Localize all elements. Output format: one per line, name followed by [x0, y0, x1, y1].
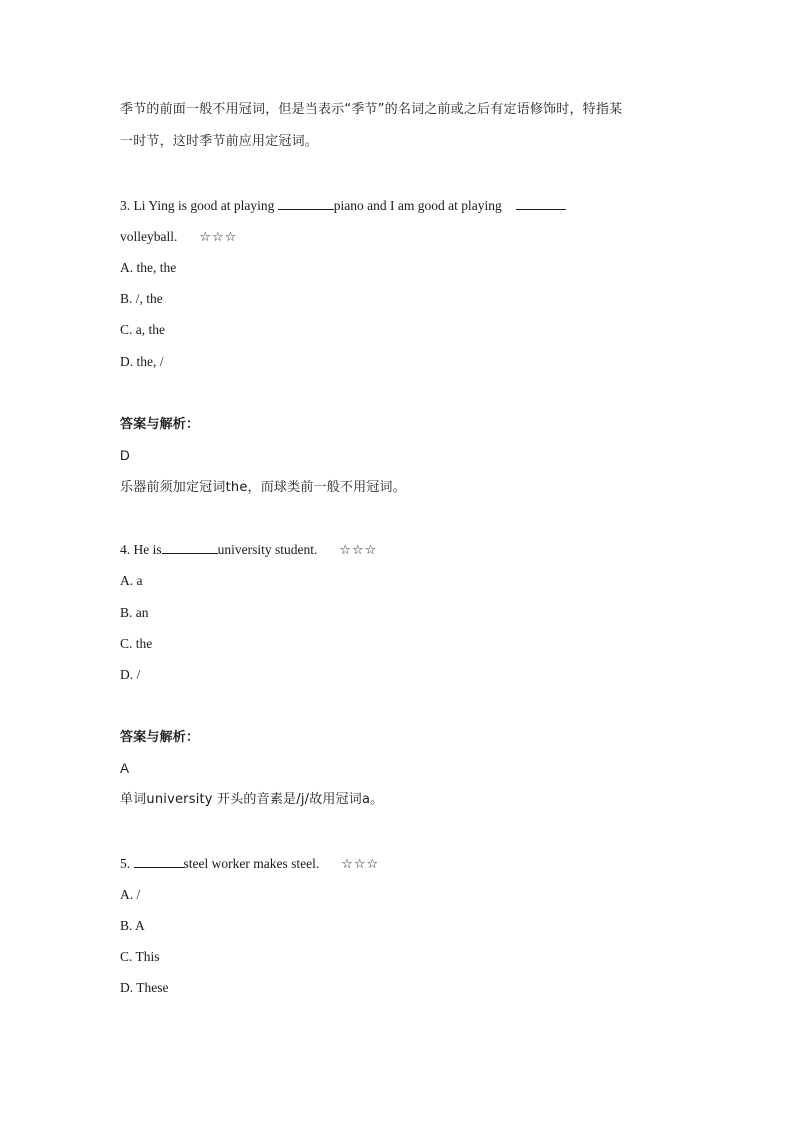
answer-blank [278, 197, 334, 210]
answer-blank [162, 541, 218, 554]
question-3-line-1 [120, 197, 566, 215]
question-4-number: 4. [120, 542, 131, 557]
question-4-answer: A [120, 761, 130, 776]
question-3-answer-heading: 答案与解析： [120, 417, 200, 432]
question-5-line-1 [120, 855, 379, 874]
question-3-option-d: D. the, / [120, 354, 164, 369]
question-5-option-a: A. / [120, 887, 141, 902]
question-4-option-a: A. a [120, 573, 143, 588]
answer-blank [134, 855, 184, 868]
difficulty-stars-icon: ☆☆☆ [339, 543, 378, 558]
question-5-option-b: B. A [120, 918, 145, 933]
question-4-text-b: university student. [217, 542, 318, 557]
question-4-explanation: 单词university 开头的音素是/j/故用冠词a。 [120, 792, 384, 807]
question-3-line-2 [120, 228, 237, 247]
difficulty-stars-icon: ☆☆☆ [341, 857, 380, 872]
question-4-text-a: He is [133, 542, 162, 557]
question-4-option-c: C. the [120, 636, 153, 651]
question-3-number: 3. [120, 198, 131, 213]
question-3-option-a: A. the, the [120, 260, 177, 275]
question-3-text-c: volleyball. [120, 229, 178, 244]
question-5-text-b: steel worker makes steel. [183, 856, 320, 871]
question-3-text-b: piano and I am good at playing [333, 198, 502, 213]
question-4-option-d: D. / [120, 667, 141, 682]
question-3-explanation: 乐器前须加定冠词the，而球类前一般不用冠词。 [120, 480, 406, 495]
question-4-option-b: B. an [120, 605, 149, 620]
question-5-option-c: C. This [120, 949, 160, 964]
question-4-line-1 [120, 541, 377, 560]
question-3-text-a: Li Ying is good at playing [133, 198, 275, 213]
question-3-option-b: B. /, the [120, 291, 163, 306]
answer-blank [516, 197, 566, 210]
question-5-number: 5. [120, 856, 131, 871]
question-4-answer-heading: 答案与解析： [120, 730, 200, 745]
intro-line-2: 一时节，这时季节前应用定冠词。 [120, 134, 319, 149]
question-3-answer: D [120, 448, 130, 463]
difficulty-stars-icon: ☆☆☆ [199, 230, 238, 245]
question-3-option-c: C. a, the [120, 322, 165, 337]
question-5-option-d: D. These [120, 980, 169, 995]
intro-line-1: 季节的前面一般不用冠词，但是当表示“季节”的名词之前或之后有定语修饰时，特指某 [120, 102, 623, 117]
